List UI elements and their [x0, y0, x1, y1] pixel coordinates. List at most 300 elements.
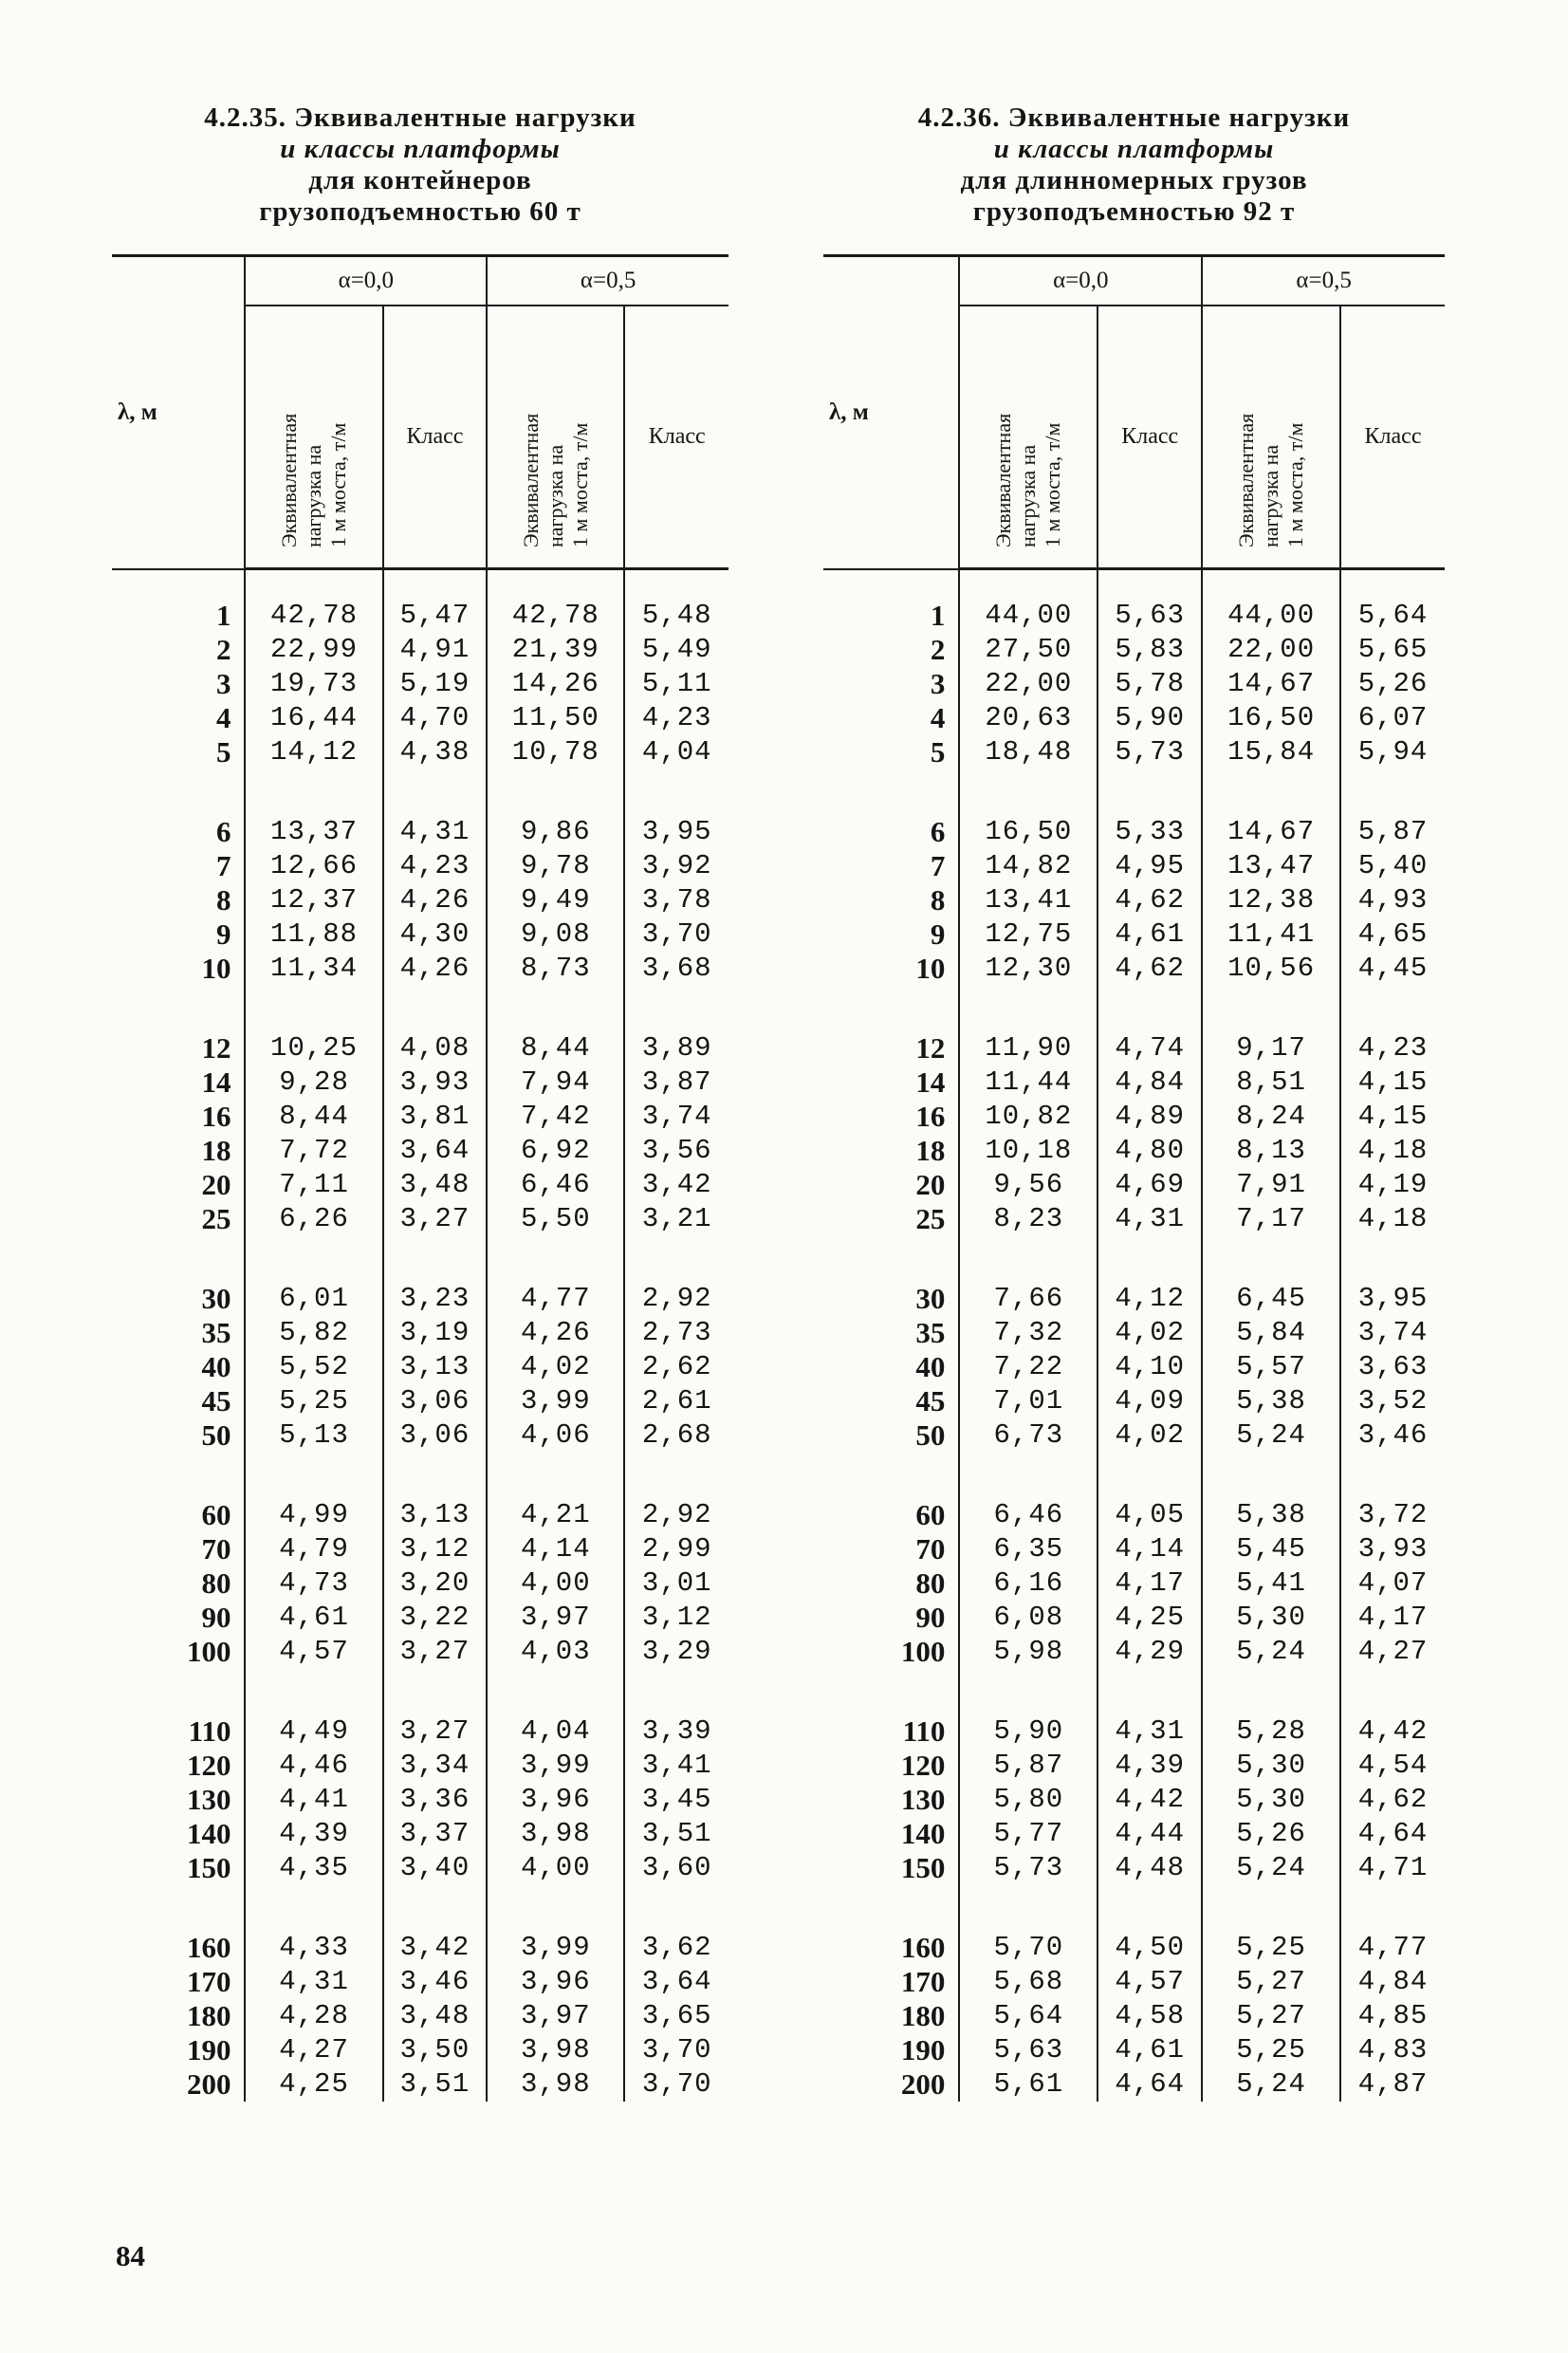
load-a0-cell: 11,90	[959, 1031, 1098, 1065]
table-row	[823, 1965, 1445, 1999]
class-a05-cell: 3,51	[624, 1817, 729, 1851]
load-a05-cell: 5,38	[1202, 1384, 1340, 1418]
class-a05-cell: 3,62	[624, 1931, 729, 1965]
load-a05-cell: 9,86	[487, 815, 624, 849]
class-a0-cell: 4,12	[1098, 1282, 1202, 1316]
class-a0-cell: 4,30	[383, 917, 488, 952]
lambda-cell: 180	[186, 1999, 231, 2032]
class-a0-cell: 4,23	[383, 849, 488, 883]
load-a05-cell: 5,38	[1202, 1498, 1340, 1532]
table-4-2-36	[823, 102, 1445, 2102]
load-a05-cell: 4,02	[487, 1350, 624, 1384]
lambda-cell: 6	[215, 815, 231, 848]
load-a05-cell: 5,30	[1202, 1749, 1340, 1783]
load-a0-cell: 7,01	[959, 1384, 1098, 1418]
class-a05-cell: 3,95	[1340, 1282, 1445, 1316]
alpha-0-header: α=0,0	[245, 256, 487, 306]
class-a05-cell: 3,01	[624, 1566, 729, 1601]
class-a05-cell: 4,85	[1340, 1999, 1445, 2033]
class-a05-cell: 3,56	[624, 1134, 729, 1168]
load-a05-cell: 8,73	[487, 952, 624, 986]
lambda-cell: 70	[915, 1532, 946, 1566]
class-a0-cell: 3,13	[383, 1350, 488, 1384]
table-row	[112, 1635, 729, 1669]
class-a0-cell: 5,78	[1098, 667, 1202, 701]
class-a0-cell: 4,29	[1098, 1635, 1202, 1669]
class-a0-cell: 3,51	[383, 2067, 488, 2102]
load-a0-cell: 9,28	[245, 1065, 382, 1100]
load-a05-cell: 7,17	[1202, 1202, 1340, 1236]
class-a0-cell: 4,84	[1098, 1065, 1202, 1100]
table-row	[823, 1601, 1445, 1635]
load-a0-cell: 44,00	[959, 599, 1098, 633]
lambda-cell: 150	[900, 1851, 946, 1884]
class-header: Класс	[383, 306, 488, 569]
lambda-cell: 190	[900, 2033, 946, 2066]
load-header-line: 1 м моста, т/м	[1283, 422, 1308, 547]
load-header	[1202, 306, 1340, 569]
load-a0-cell: 4,27	[245, 2033, 382, 2067]
load-a05-cell: 13,47	[1202, 849, 1340, 883]
table-row	[112, 1031, 729, 1065]
lambda-cell: 25	[201, 1202, 231, 1235]
class-a0-cell: 3,06	[383, 1418, 488, 1453]
class-a05-cell: 4,18	[1340, 1134, 1445, 1168]
class-a0-cell: 4,57	[1098, 1965, 1202, 1999]
lambda-cell: 14	[201, 1065, 231, 1099]
class-a05-cell: 4,15	[1340, 1100, 1445, 1134]
class-a05-cell: 5,65	[1340, 633, 1445, 667]
load-a0-cell: 5,64	[959, 1999, 1098, 2033]
lambda-cell: 12	[201, 1031, 231, 1065]
table-row	[112, 815, 729, 849]
class-a0-cell: 3,81	[383, 1100, 488, 1134]
load-a0-cell: 7,72	[245, 1134, 382, 1168]
class-a0-cell: 4,64	[1098, 2067, 1202, 2102]
class-a0-cell: 4,38	[383, 735, 488, 769]
class-a05-cell: 3,72	[1340, 1498, 1445, 1532]
class-a0-cell: 5,47	[383, 599, 488, 633]
class-a05-cell: 2,92	[624, 1498, 729, 1532]
load-a0-cell: 4,25	[245, 2067, 382, 2102]
load-a0-cell: 10,82	[959, 1100, 1098, 1134]
load-a05-cell: 3,96	[487, 1783, 624, 1817]
lambda-cell: 90	[915, 1601, 946, 1634]
load-a05-cell: 8,24	[1202, 1100, 1340, 1134]
lambda-cell: 70	[201, 1532, 231, 1566]
lambda-cell: 8	[930, 883, 946, 917]
table-row	[112, 1418, 729, 1453]
class-a0-cell: 5,19	[383, 667, 488, 701]
table-row	[823, 883, 1445, 917]
lambda-cell: 60	[201, 1498, 231, 1531]
load-a0-cell: 5,25	[245, 1384, 382, 1418]
load-a0-cell: 6,46	[959, 1498, 1098, 1532]
lambda-cell: 4	[930, 701, 946, 734]
class-a0-cell: 3,27	[383, 1714, 488, 1749]
table-row	[823, 952, 1445, 986]
class-a0-cell: 3,50	[383, 2033, 488, 2067]
table-row	[823, 1498, 1445, 1532]
load-a0-cell: 42,78	[245, 599, 382, 633]
table-row	[112, 1965, 729, 1999]
table-row	[112, 2033, 729, 2067]
class-a05-cell: 2,99	[624, 1532, 729, 1566]
class-a05-cell: 3,29	[624, 1635, 729, 1669]
lambda-cell: 3	[930, 667, 946, 700]
load-a05-cell: 5,50	[487, 1202, 624, 1236]
load-a05-cell: 6,45	[1202, 1282, 1340, 1316]
load-a0-cell: 4,31	[245, 1965, 382, 1999]
table-row	[823, 1931, 1445, 1965]
load-a0-cell: 5,70	[959, 1931, 1098, 1965]
class-a0-cell: 3,20	[383, 1566, 488, 1601]
class-a05-cell: 2,73	[624, 1316, 729, 1350]
load-a05-cell: 4,21	[487, 1498, 624, 1532]
class-a05-cell: 4,64	[1340, 1817, 1445, 1851]
table-row	[823, 1168, 1445, 1202]
lambda-cell: 40	[201, 1350, 231, 1383]
class-a0-cell: 3,27	[383, 1202, 488, 1236]
class-a0-cell: 3,48	[383, 1999, 488, 2033]
class-header: Класс	[1340, 306, 1445, 569]
load-a05-cell: 44,00	[1202, 599, 1340, 633]
load-header	[959, 306, 1098, 569]
class-a05-cell: 2,61	[624, 1384, 729, 1418]
table-row	[112, 1532, 729, 1566]
load-a05-cell: 5,57	[1202, 1350, 1340, 1384]
load-a05-cell: 4,14	[487, 1532, 624, 1566]
load-a05-cell: 10,56	[1202, 952, 1340, 986]
table-row	[112, 1134, 729, 1168]
load-a0-cell: 11,34	[245, 952, 382, 986]
load-header-line: нагрузка на	[1259, 444, 1283, 547]
load-a0-cell: 4,41	[245, 1783, 382, 1817]
table-row	[112, 883, 729, 917]
class-a0-cell: 3,46	[383, 1965, 488, 1999]
lambda-cell: 8	[215, 883, 231, 917]
table-row	[112, 1601, 729, 1635]
load-a05-cell: 11,41	[1202, 917, 1340, 952]
class-a05-cell: 3,92	[624, 849, 729, 883]
class-a05-cell: 3,87	[624, 1065, 729, 1100]
class-a0-cell: 5,73	[1098, 735, 1202, 769]
class-a05-cell: 4,62	[1340, 1783, 1445, 1817]
lambda-cell: 50	[201, 1418, 231, 1452]
table-row	[823, 1134, 1445, 1168]
class-a0-cell: 3,42	[383, 1931, 488, 1965]
lambda-cell: 16	[201, 1100, 231, 1133]
load-a0-cell: 18,48	[959, 735, 1098, 769]
load-header-line: нагрузка на	[1016, 444, 1041, 547]
class-a05-cell: 3,70	[624, 2033, 729, 2067]
lambda-cell: 1	[215, 599, 231, 632]
load-a0-cell: 7,22	[959, 1350, 1098, 1384]
class-a05-cell: 4,71	[1340, 1851, 1445, 1885]
load-a0-cell: 6,16	[959, 1566, 1098, 1601]
class-a05-cell: 6,07	[1340, 701, 1445, 735]
lambda-cell: 160	[900, 1931, 946, 1964]
class-a05-cell: 4,04	[624, 735, 729, 769]
table-row	[112, 1999, 729, 2033]
class-a0-cell: 3,93	[383, 1065, 488, 1100]
class-a05-cell: 4,54	[1340, 1749, 1445, 1783]
load-a0-cell: 7,32	[959, 1316, 1098, 1350]
load-a05-cell: 14,26	[487, 667, 624, 701]
table-row	[112, 2067, 729, 2102]
class-a0-cell: 5,90	[1098, 701, 1202, 735]
class-a0-cell: 4,61	[1098, 917, 1202, 952]
lambda-cell: 25	[915, 1202, 946, 1235]
alpha-0-header: α=0,0	[959, 256, 1202, 306]
lambda-cell: 9	[930, 917, 946, 951]
class-a0-cell: 3,36	[383, 1783, 488, 1817]
table-row	[823, 667, 1445, 701]
table-row	[823, 1714, 1445, 1749]
class-a05-cell: 5,40	[1340, 849, 1445, 883]
lambda-cell: 14	[915, 1065, 946, 1099]
table-row	[112, 701, 729, 735]
load-a05-cell: 3,98	[487, 2067, 624, 2102]
class-a05-cell: 4,45	[1340, 952, 1445, 986]
class-a05-cell: 3,21	[624, 1202, 729, 1236]
lambda-cell: 80	[915, 1566, 946, 1600]
class-a0-cell: 5,33	[1098, 815, 1202, 849]
load-a05-cell: 5,24	[1202, 1851, 1340, 1885]
data-table	[823, 254, 1445, 2102]
table-row	[112, 1065, 729, 1100]
alpha-05-header: α=0,5	[1202, 256, 1445, 306]
lambda-cell: 40	[915, 1350, 946, 1383]
load-a05-cell: 4,04	[487, 1714, 624, 1749]
load-a05-cell: 3,98	[487, 1817, 624, 1851]
class-a0-cell: 4,44	[1098, 1817, 1202, 1851]
load-a05-cell: 16,50	[1202, 701, 1340, 735]
load-a05-cell: 6,92	[487, 1134, 624, 1168]
class-a05-cell: 4,77	[1340, 1931, 1445, 1965]
load-a05-cell: 5,84	[1202, 1316, 1340, 1350]
class-a0-cell: 3,12	[383, 1532, 488, 1566]
load-a0-cell: 5,73	[959, 1851, 1098, 1885]
load-a0-cell: 20,63	[959, 701, 1098, 735]
lambda-cell: 90	[201, 1601, 231, 1634]
lambda-cell: 30	[201, 1282, 231, 1315]
load-a05-cell: 4,06	[487, 1418, 624, 1453]
title-line: для контейнеров	[308, 165, 532, 195]
load-header-line: Эквивалентная	[991, 413, 1016, 547]
load-a0-cell: 6,26	[245, 1202, 382, 1236]
load-a0-cell: 16,50	[959, 815, 1098, 849]
class-a05-cell: 3,12	[624, 1601, 729, 1635]
table-row	[112, 1783, 729, 1817]
load-a0-cell: 7,11	[245, 1168, 382, 1202]
load-header	[487, 306, 624, 569]
load-a05-cell: 8,44	[487, 1031, 624, 1065]
load-header	[245, 306, 382, 569]
load-a0-cell: 11,88	[245, 917, 382, 952]
load-a05-cell: 5,27	[1202, 1999, 1340, 2033]
load-a0-cell: 4,33	[245, 1931, 382, 1965]
load-header-line: Эквивалентная	[277, 413, 302, 547]
alpha-05-header: α=0,5	[487, 256, 729, 306]
table-row	[823, 917, 1445, 952]
class-a05-cell: 3,70	[624, 2067, 729, 2102]
load-a0-cell: 22,00	[959, 667, 1098, 701]
class-a0-cell: 5,63	[1098, 599, 1202, 633]
table-row	[823, 1566, 1445, 1601]
load-header-line: 1 м моста, т/м	[1041, 422, 1065, 547]
class-a05-cell: 4,83	[1340, 2033, 1445, 2067]
class-a05-cell: 5,87	[1340, 815, 1445, 849]
class-a05-cell: 2,68	[624, 1418, 729, 1453]
table-row	[112, 1714, 729, 1749]
load-a0-cell: 5,77	[959, 1817, 1098, 1851]
load-a0-cell: 5,87	[959, 1749, 1098, 1783]
lambda-cell: 18	[201, 1134, 231, 1167]
load-a05-cell: 5,25	[1202, 2033, 1340, 2067]
class-a05-cell: 3,74	[624, 1100, 729, 1134]
class-a05-cell: 3,64	[624, 1965, 729, 1999]
class-a05-cell: 5,49	[624, 633, 729, 667]
load-a05-cell: 5,41	[1202, 1566, 1340, 1601]
class-a0-cell: 4,80	[1098, 1134, 1202, 1168]
table-row	[823, 1100, 1445, 1134]
table-row	[823, 1031, 1445, 1065]
load-a05-cell: 14,67	[1202, 667, 1340, 701]
load-a05-cell: 3,99	[487, 1384, 624, 1418]
class-a0-cell: 3,23	[383, 1282, 488, 1316]
class-a0-cell: 4,39	[1098, 1749, 1202, 1783]
class-a0-cell: 3,13	[383, 1498, 488, 1532]
load-a0-cell: 6,73	[959, 1418, 1098, 1453]
load-a0-cell: 8,44	[245, 1100, 382, 1134]
class-a0-cell: 3,48	[383, 1168, 488, 1202]
table-row	[823, 1817, 1445, 1851]
load-a0-cell: 19,73	[245, 667, 382, 701]
class-a05-cell: 4,23	[624, 701, 729, 735]
lambda-cell: 7	[930, 849, 946, 882]
table-row	[823, 1532, 1445, 1566]
load-a05-cell: 5,30	[1202, 1783, 1340, 1817]
load-header-line: Эквивалентная	[1234, 413, 1259, 547]
load-a0-cell: 4,57	[245, 1635, 382, 1669]
table-row	[823, 1635, 1445, 1669]
class-a05-cell: 3,65	[624, 1999, 729, 2033]
class-header: Класс	[1098, 306, 1202, 569]
load-a05-cell: 12,38	[1202, 883, 1340, 917]
load-a05-cell: 4,00	[487, 1851, 624, 1885]
class-a0-cell: 3,64	[383, 1134, 488, 1168]
load-a05-cell: 5,30	[1202, 1601, 1340, 1635]
table-row	[823, 701, 1445, 735]
load-a05-cell: 5,45	[1202, 1532, 1340, 1566]
load-a0-cell: 5,52	[245, 1350, 382, 1384]
load-a0-cell: 12,75	[959, 917, 1098, 952]
class-header: Класс	[624, 306, 729, 569]
load-a0-cell: 7,66	[959, 1282, 1098, 1316]
lambda-cell: 190	[186, 2033, 231, 2066]
class-a05-cell: 4,17	[1340, 1601, 1445, 1635]
class-a05-cell: 3,74	[1340, 1316, 1445, 1350]
load-header-line: нагрузка на	[302, 444, 326, 547]
class-a0-cell: 4,50	[1098, 1931, 1202, 1965]
lambda-cell: 18	[915, 1134, 946, 1167]
load-header-line: Эквивалентная	[518, 413, 543, 547]
class-a0-cell: 3,34	[383, 1749, 488, 1783]
table-row	[823, 1316, 1445, 1350]
table-row	[823, 2067, 1445, 2102]
load-header-line: 1 м моста, т/м	[567, 422, 592, 547]
load-a05-cell: 4,00	[487, 1566, 624, 1601]
class-a0-cell: 4,89	[1098, 1100, 1202, 1134]
load-a0-cell: 4,35	[245, 1851, 382, 1885]
load-a05-cell: 6,46	[487, 1168, 624, 1202]
lambda-cell: 100	[900, 1635, 946, 1668]
class-a0-cell: 4,31	[1098, 1714, 1202, 1749]
table-4-2-35	[112, 102, 729, 2102]
class-a05-cell: 4,84	[1340, 1965, 1445, 1999]
lambda-cell: 130	[900, 1783, 946, 1816]
load-a05-cell: 9,08	[487, 917, 624, 952]
class-a0-cell: 4,61	[1098, 2033, 1202, 2067]
class-a0-cell: 4,70	[383, 701, 488, 735]
load-header-line: 1 м моста, т/м	[326, 422, 351, 547]
class-a05-cell: 5,48	[624, 599, 729, 633]
load-a05-cell: 5,24	[1202, 1418, 1340, 1453]
lambda-cell: 200	[186, 2067, 231, 2101]
lambda-cell: 45	[915, 1384, 946, 1417]
class-a05-cell: 4,87	[1340, 2067, 1445, 2102]
table-row	[112, 1817, 729, 1851]
class-a0-cell: 3,40	[383, 1851, 488, 1885]
title-line: грузоподъемностью 60 т	[259, 196, 581, 227]
load-a05-cell: 3,97	[487, 1601, 624, 1635]
lambda-cell: 35	[201, 1316, 231, 1349]
table-row	[112, 667, 729, 701]
lambda-cell: 16	[915, 1100, 946, 1133]
load-a05-cell: 5,27	[1202, 1965, 1340, 1999]
load-a0-cell: 12,30	[959, 952, 1098, 986]
class-a05-cell: 4,18	[1340, 1202, 1445, 1236]
lambda-cell: 1	[930, 599, 946, 632]
lambda-cell: 20	[201, 1168, 231, 1201]
table-row	[112, 1931, 729, 1965]
title-line: и классы платформы	[993, 134, 1275, 164]
table-row	[823, 1065, 1445, 1100]
table-row	[823, 1350, 1445, 1384]
lambda-cell: 180	[900, 1999, 946, 2032]
table-row	[112, 1100, 729, 1134]
table-row	[823, 1202, 1445, 1236]
class-a05-cell: 5,94	[1340, 735, 1445, 769]
load-a0-cell: 10,18	[959, 1134, 1098, 1168]
table-row	[823, 815, 1445, 849]
class-a0-cell: 4,95	[1098, 849, 1202, 883]
load-a0-cell: 6,35	[959, 1532, 1098, 1566]
load-a0-cell: 14,82	[959, 849, 1098, 883]
class-a05-cell: 2,92	[624, 1282, 729, 1316]
title-line: 4.2.35. Эквивалентные нагрузки	[204, 102, 636, 133]
load-a0-cell: 5,68	[959, 1965, 1098, 1999]
load-a0-cell: 5,61	[959, 2067, 1098, 2102]
class-a0-cell: 4,09	[1098, 1384, 1202, 1418]
class-a0-cell: 4,26	[383, 883, 488, 917]
lambda-header: λ, м	[112, 256, 245, 569]
class-a0-cell: 4,42	[1098, 1783, 1202, 1817]
class-a0-cell: 4,02	[1098, 1418, 1202, 1453]
class-a0-cell: 4,08	[383, 1031, 488, 1065]
lambda-header: λ, м	[823, 256, 959, 569]
